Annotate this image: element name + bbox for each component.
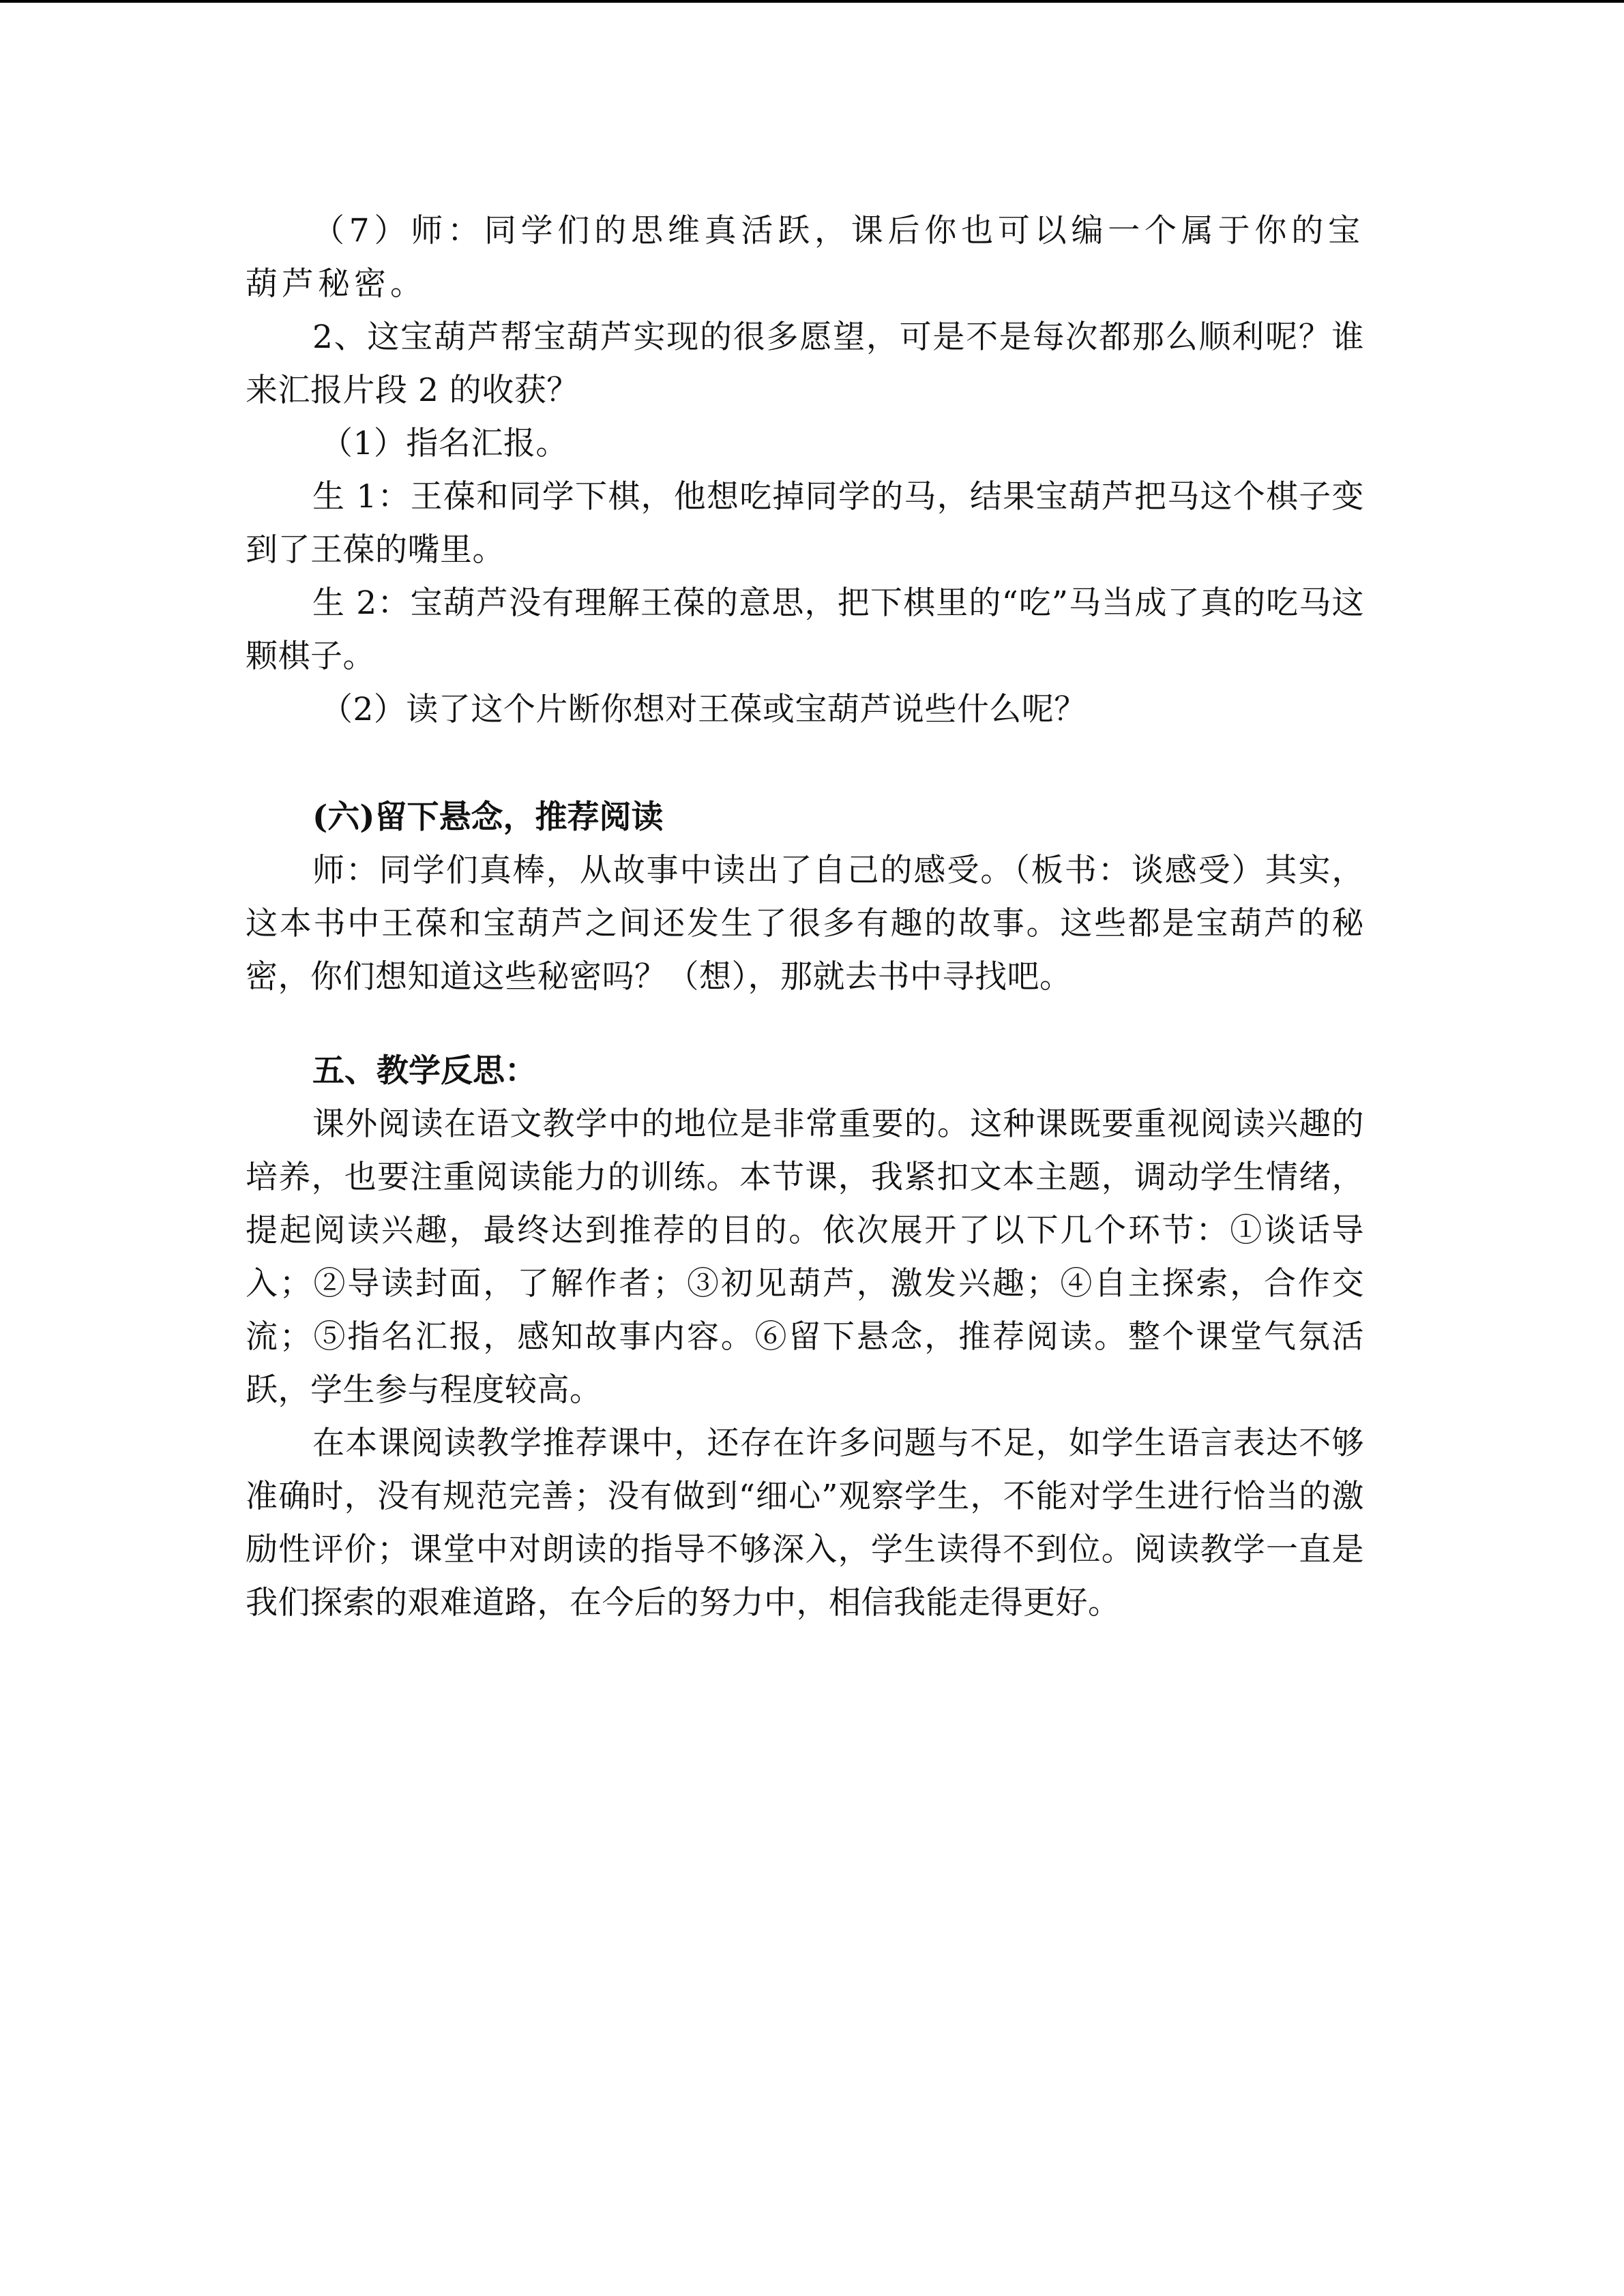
paragraph-reflection-question: （2）读了这个片断你想对王葆或宝葫芦说些什么呢？ bbox=[321, 691, 1087, 728]
paragraph-question-segment-2: 2、这宝葫芦帮宝葫芦实现的很多愿望，可是不是每次都那么顺利呢？谁来汇报片段 2 的收获？ bbox=[246, 318, 1364, 409]
paragraph-report-step: （1）指名汇报。 bbox=[321, 425, 568, 462]
section-5-heading: 五、教学反思： bbox=[312, 1052, 537, 1090]
section-5-paragraph-1: 课外阅读在语文教学中的地位是非常重要的。这种课既要重视阅读兴趣的培养，也要注重阅读能力的训练。本节课，我紧扣文本主题，调动学生情绪，提起阅读兴趣，最终达到推荐的目的。依次展开了以下几个环节：①谈话导入；②导读封面，了解作者；③初见葫芦，激发兴趣；④自主探索，合作交流；⑤指名汇报，感知故事内容。⑥留下悬念，推荐阅读。整个课堂气氛活跃，学生参与程度较高。 bbox=[246, 1105, 1364, 1409]
top-border-line bbox=[0, 0, 1624, 3]
document-page bbox=[246, 205, 1364, 1630]
paragraph-student-1: 生 1：王葆和同学下棋，他想吃掉同学的马，结果宝葫芦把马这个棋子变到了王葆的嘴里。 bbox=[246, 478, 1364, 569]
paragraph-student-2: 生 2：宝葫芦没有理解王葆的意思，把下棋里的“吃”马当成了真的吃马这颗棋子。 bbox=[246, 584, 1364, 675]
section-6-paragraph: 师：同学们真棒，从故事中读出了自己的感受。（板书：谈感受）其实，这本书中王葆和宝葫芦之间还发生了很多有趣的故事。这些都是宝葫芦的秘密，你们想知道这些秘密吗？（想），那就去书中寻找吧。 bbox=[246, 852, 1364, 996]
paragraph-teacher-remark: （7）师：同学们的思维真活跃，课后你也可以编一个属于你的宝葫芦秘密。 bbox=[246, 212, 1364, 303]
section-5-paragraph-2: 在本课阅读教学推荐课中，还存在许多问题与不足，如学生语言表达不够准确时，没有规范完善；没有做到“细心”观察学生，不能对学生进行恰当的激励性评价；课堂中对朗读的指导不够深入，学生读得不到位。阅读教学一直是我们探索的艰难道路，在今后的努力中，相信我能走得更好。 bbox=[246, 1425, 1364, 1622]
section-6-heading: (六)留下悬念，推荐阅读 bbox=[312, 799, 664, 836]
